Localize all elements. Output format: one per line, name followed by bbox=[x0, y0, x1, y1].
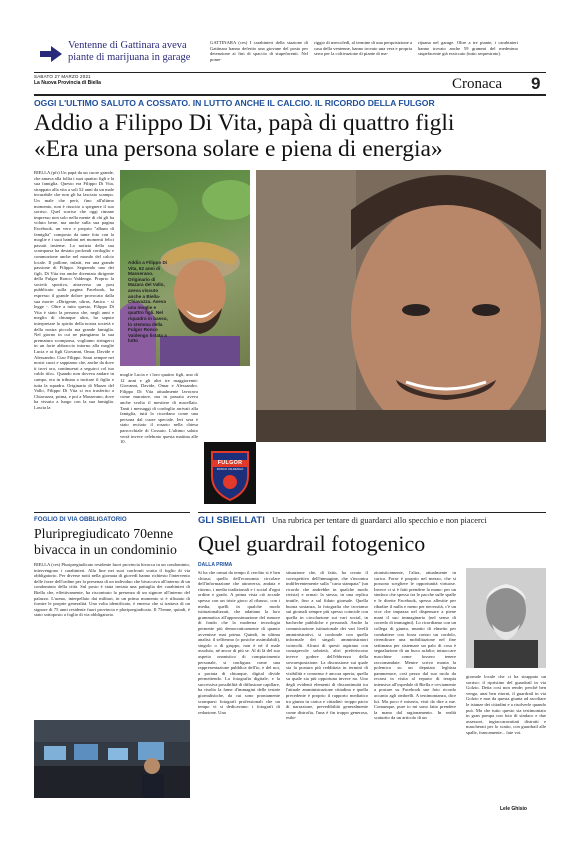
photo-caption: Addio a Filippo Di Vita, 52 anni di Masserano. Originario di Mazara del Vallo, aveva vissuto anche a Biella-Chiavazza. Aveva una moglie e quattro figli. Nel riquadro in basso, lo stemma della Fulgor Ronco Valdengo listata a lutto bbox=[128, 260, 168, 344]
rubric-subtitle: Una rubrica per tentare di guardarci allo specchio e non piacerci bbox=[272, 516, 487, 525]
masthead-paper: La Nuova Provincia di Biella bbox=[34, 80, 101, 86]
author-photo bbox=[466, 568, 546, 668]
sidebar-body: BIELLA (ces) Pluripregiudicato residente fuori provincia bivacca in un condominio, intervengono i carabinieri. Alla fine nei suoi confronti scatta il foglio di via obbligatorio. Per diverse notti nella giornata di giovedì hanno richiesto l'intervento delle forze dell'ordine per la presenza di un individuo che bivaccava all'interno di un condominio della città. Sul posto è stata inviata una pattuglia dei carabinieri di Biella che, effettivamente, ha riscontrato la presenza di un signore all'interno del palazzo. L'uomo, interpellato dai militari, in un primo momento si è rifiutato di fornire le proprie generalità. Una volta identificato, è emerso che si trattava di un signore di 75 anni residente fuori provincia e pluripregiudicato. Il 75enne, quindi, è stato sottoposto a foglio di via obbligatorio. bbox=[34, 562, 190, 618]
rubric-col3: zionisticamente, l'altra, attualmente in carica. Forse è proprio nel mezzo, che si possono scegliere le opportunità virtuose. Invece ci si è fatti prendere la mano: per un sindaco che spesso tra le pacche sulle spalle e le dirette Facebook, spesso allestite per ribadire il nulla e meno per necessità, c'è un vice che impazza nel dispensare a piene mani il suo immaginario (nel senso di corredo di immagini). Lo ricordiamo con un collega di giunta, munito di elmetto per combattere con forza contro un cordolo, rivendicare una mobilitazione nel fine settimana per sistemare un palo di cosa è segnalazione di un buco asfalto; intuoccare macchine come fossero tenere raccomandate. Mentre scrivo monta la polemica su un deputato leghista pammenace, così pezzo dal suo ruolo da recarsi in visita al reparto di terapia intensiva all'ospedale di Biella e ovviamente a postare su Facebook sue foto ricordo accanto agli ombrelli. A testimonianza, dice lui. Ma poco è miseria, visti da dire a me. Comunque, pure io mi sono fatto prendere la mano dal ragionamento. In realtà scaturito da un articolo di un bbox=[374, 570, 456, 721]
sidebar-title-line1: Pluripregiudicato 70enne bbox=[34, 526, 174, 541]
sidebar-title bbox=[34, 526, 190, 557]
teaser-arrow-icon bbox=[38, 44, 64, 64]
rubric-col1: Si ha che ormai da tempo il cerchio si è ben chiuso; quello dell'economia circolare dell'informazione che attraversa, andata e ritorno, i media tradizionali e i social d'ogni ordine e grado. A prima vista ciò accade spesso con un triste gioco al ribasso, con i media, quelli in qualche modo istituzionalizzati, che adattano la loro grammatica all'approssimazione del rumore di fondo che la moderna tecnologia permette più democraticamente di quanto avvenisse mai prima. Quindi, in ultima analisi: il selfiesmo (o postche assimilabili), singolo o di gruppo, non è né il male assoluto, né ancor di più se. Al di là del suo aspetto onanistico di compiacimento personale, si configura come una rappresentazione pubblica dell'io, e del noi, a portata di chiunque, digital divide permettendo. La fotografia digitale, e la successiva possibilità di diffusione capillare, ha risolto la fame d'immagini delle testate giornalistiche, da cui sono prontamente scomparsi fotografi professionali che un tempo vi si dedicavano: i fotografi di redazione. Una bbox=[198, 570, 280, 715]
sidebar-kicker: FOGLIO DI VIA OBBLIGATORIO bbox=[34, 516, 127, 523]
page-number: 9 bbox=[531, 74, 541, 93]
rubric-first-page-tag: DALLA PRIMA bbox=[198, 562, 233, 568]
main-title-line2: «Era una persona solare e piena di energia» bbox=[34, 136, 443, 162]
rubric-col4: giornale locale che ci ha strappato un sorriso: il ripristino del guardrail in via Golzio. Detta così non rende; perché ben venga, anzi ben ritorni, il guardrail in via Golzio e non da questa giunta ad ascoltare le istanze dei cittadini e a risolverle quando può. Ma che tutto questo sia testimoniato in gran pompa con foto di sindaco e due assessori, ingiaccaravattati distratti e mascherati per lo scatto, con guardrail alle spalle, francamente... fate voi. bbox=[466, 674, 546, 735]
teaser-headline-line1: Ventenne di Gattinara aveva bbox=[68, 40, 187, 51]
rubric-rule-top bbox=[198, 512, 546, 513]
sidebar-title-line2: bivacca in un condominio bbox=[34, 541, 177, 557]
main-title-line1: Addio a Filippo Di Vita, papà di quattro figli bbox=[34, 110, 455, 136]
rubric-col2: situazione che, di fatto, ha creato il corrispettivo dell'immagine, che s'incontra indifferentemente sulla "carta stampata" (un ricordo che andrebbe in qualche modo rivista) e ormai: la stessa, in una replica inutile, fino a sul fidato giornale. Quella buona sostanza, la fotografia che troviamo sui giornali sempre più spesso coincide con quella in circolazione sui vari social, in bacheche pubbliche e personali. Anche la comunicazione istituzionale dei vari livelli amministrativi, si confonde con quella informale dei singoli amministratori coinvolti. Alcuni di questi aspirano con consapevole sobrietà, altri preferiscono invece godere dell'ebbrezza della sovraesposizione. La discussione sui quale sia la postura più redditizia in termini di visibilità e consenso è ancora aperta; quella su quale sia più opportuna invece no. Uno degli evidenti elementi di discontinuità tra l'attuale amministrazione cittadina e quella precedente è proprio il rapporto mediatico tra giunta in carica e cittadini: troppo pacio di narrazione, prevedibilità generalmente come distrofia, l'una è fin troppo generosa, esibi- bbox=[286, 570, 368, 721]
main-body-col1: BIELLA (pfr) Un papà da un cuore grande, che amava alla follia i suoi quattro figli e la sua famiglia. Questo era Filippo Di Vita, strappato alla vita a soli 52 anni da un male incurabile che non gli ha lasciato scampo. Un male che però, fino all'ultimo momento, non è riuscito a spegnere il suo sorriso. Quel sorriso che oggi rimane impresso non solo nella mente di chi gli ha voluto bene, ma anche sulla sua pagina Facebook, un vero e proprio "album di famiglia" composto da tante foto con la moglie e i suoi bambini nei momenti felici passati insieme. La notizia della sua scomparsa ha destato profondi cordoglio e commozione anche nel mondo del calcio locale. Il pallone, infatti, era una grande passione di Filippo. Seguendo uno dei figli, Di Vita era anche diventato dirigente della Fulgor Ronco Valdengo. Proprio la società sportiva, attraverso un post pubblicato sulla pagina Facebook, ha espresso il grande dolore provocato dalla sua morte: «Dirigente, ultras, Amico - si legge -. Oltre a tutto questo, Filippo Di Vita è stato la persona che, negli anni e meglio di chiunque altro, ha saputo interpretare lo spirito della nostra società e della nostra piccola ma grande famiglia. Nel giorno in cui ne piangiamo la sua prematura scomparsa, vogliamo stringerci in un forte abbraccio intorno alla moglie Lucia e ai figli Giovanni, Omar, Davide e Alessandro. Ciao Filippo. Sarai sempre nei nostri cuori e sappiamo che, anche da dove ti trovi ora, continuerai a seguirci col tuo caldo tifo». Quando non doveva andare in campo, era in tribuna a incitare il figlio e tutta la squadra. Originario di Mazzo del Vallo, Filippo Di Vita si era trasferito a Chiavazza, prima, e poi a Masserano, dove ha vissuto a lungo con la sua famiglia. Lascia la bbox=[34, 170, 114, 410]
teaser-body-col2: riggio di mercoledì, al termine di una perquisizione a casa della ventenne, hanno trovato una vera e propria serra per la coltivazione di piante di ma- bbox=[314, 40, 412, 57]
fulgor-logo bbox=[204, 442, 256, 504]
teaser-body-col3: rijuana nel garage. Oltre a tre piante, i carabinieri hanno trovato anche 59 grammi del medesimo stupefacente già essiccato (tutto sequestrato). bbox=[418, 40, 518, 57]
section-title: Cronaca bbox=[452, 76, 502, 92]
masthead-rule-top bbox=[34, 72, 546, 73]
portrait-photo bbox=[256, 170, 546, 442]
rubric-kicker: GLI SBIELLATI bbox=[198, 515, 265, 526]
teaser-body-col1: GATTINARA (ces) I carabinieri della stazione di Gattinara hanno deferito una giovane del posto per detenzione ai fini di spaccio di stupefacenti. Nel pome- bbox=[210, 40, 308, 62]
fulgor-logo-text: FULGOR bbox=[217, 460, 243, 466]
rubric-title: Quel guardrail fotogenico bbox=[198, 531, 426, 556]
carabinieri-photo bbox=[34, 720, 190, 798]
main-kicker: OGGI L'ULTIMO SALUTO A COSSATO. IN LUTTO ANCHE IL CALCIO. IL RICORDO DELLA FULGOR bbox=[34, 98, 435, 108]
masthead-rule-bottom bbox=[34, 94, 546, 96]
main-body-col2: moglie Lucia e i loro quattro figli, uno di 12 anni e gli altri tre maggiorenni: Giovanni, Davide, Omar e Alessandro. Filippo Di Vita attualmente lavorava come muratore, ma in passato aveva anche svolto il mestiere di macellaio. Tanti i messaggi di cordoglio arrivati alla famiglia, tutti lo ricordano come una persona dal cuore speciale. Ieri sera è stato recitato il rosario nella chiesa parrocchiale di Cossato. L'ultimo saluto verrà invece celebrato questa mattina alle 10. bbox=[120, 372, 198, 445]
fulgor-logo-sub: RONCO VALDENGO bbox=[216, 467, 244, 471]
rubric-author: Lele Ghisio bbox=[500, 806, 527, 812]
teaser-headline-line2: piante di marijuana in garage bbox=[68, 52, 191, 63]
teaser-headline bbox=[68, 40, 208, 64]
fulgor-crest-icon bbox=[204, 442, 256, 504]
masthead-date: SABATO 27 MARZO 2021 bbox=[34, 74, 91, 79]
sidebar-rule-top bbox=[34, 512, 190, 513]
